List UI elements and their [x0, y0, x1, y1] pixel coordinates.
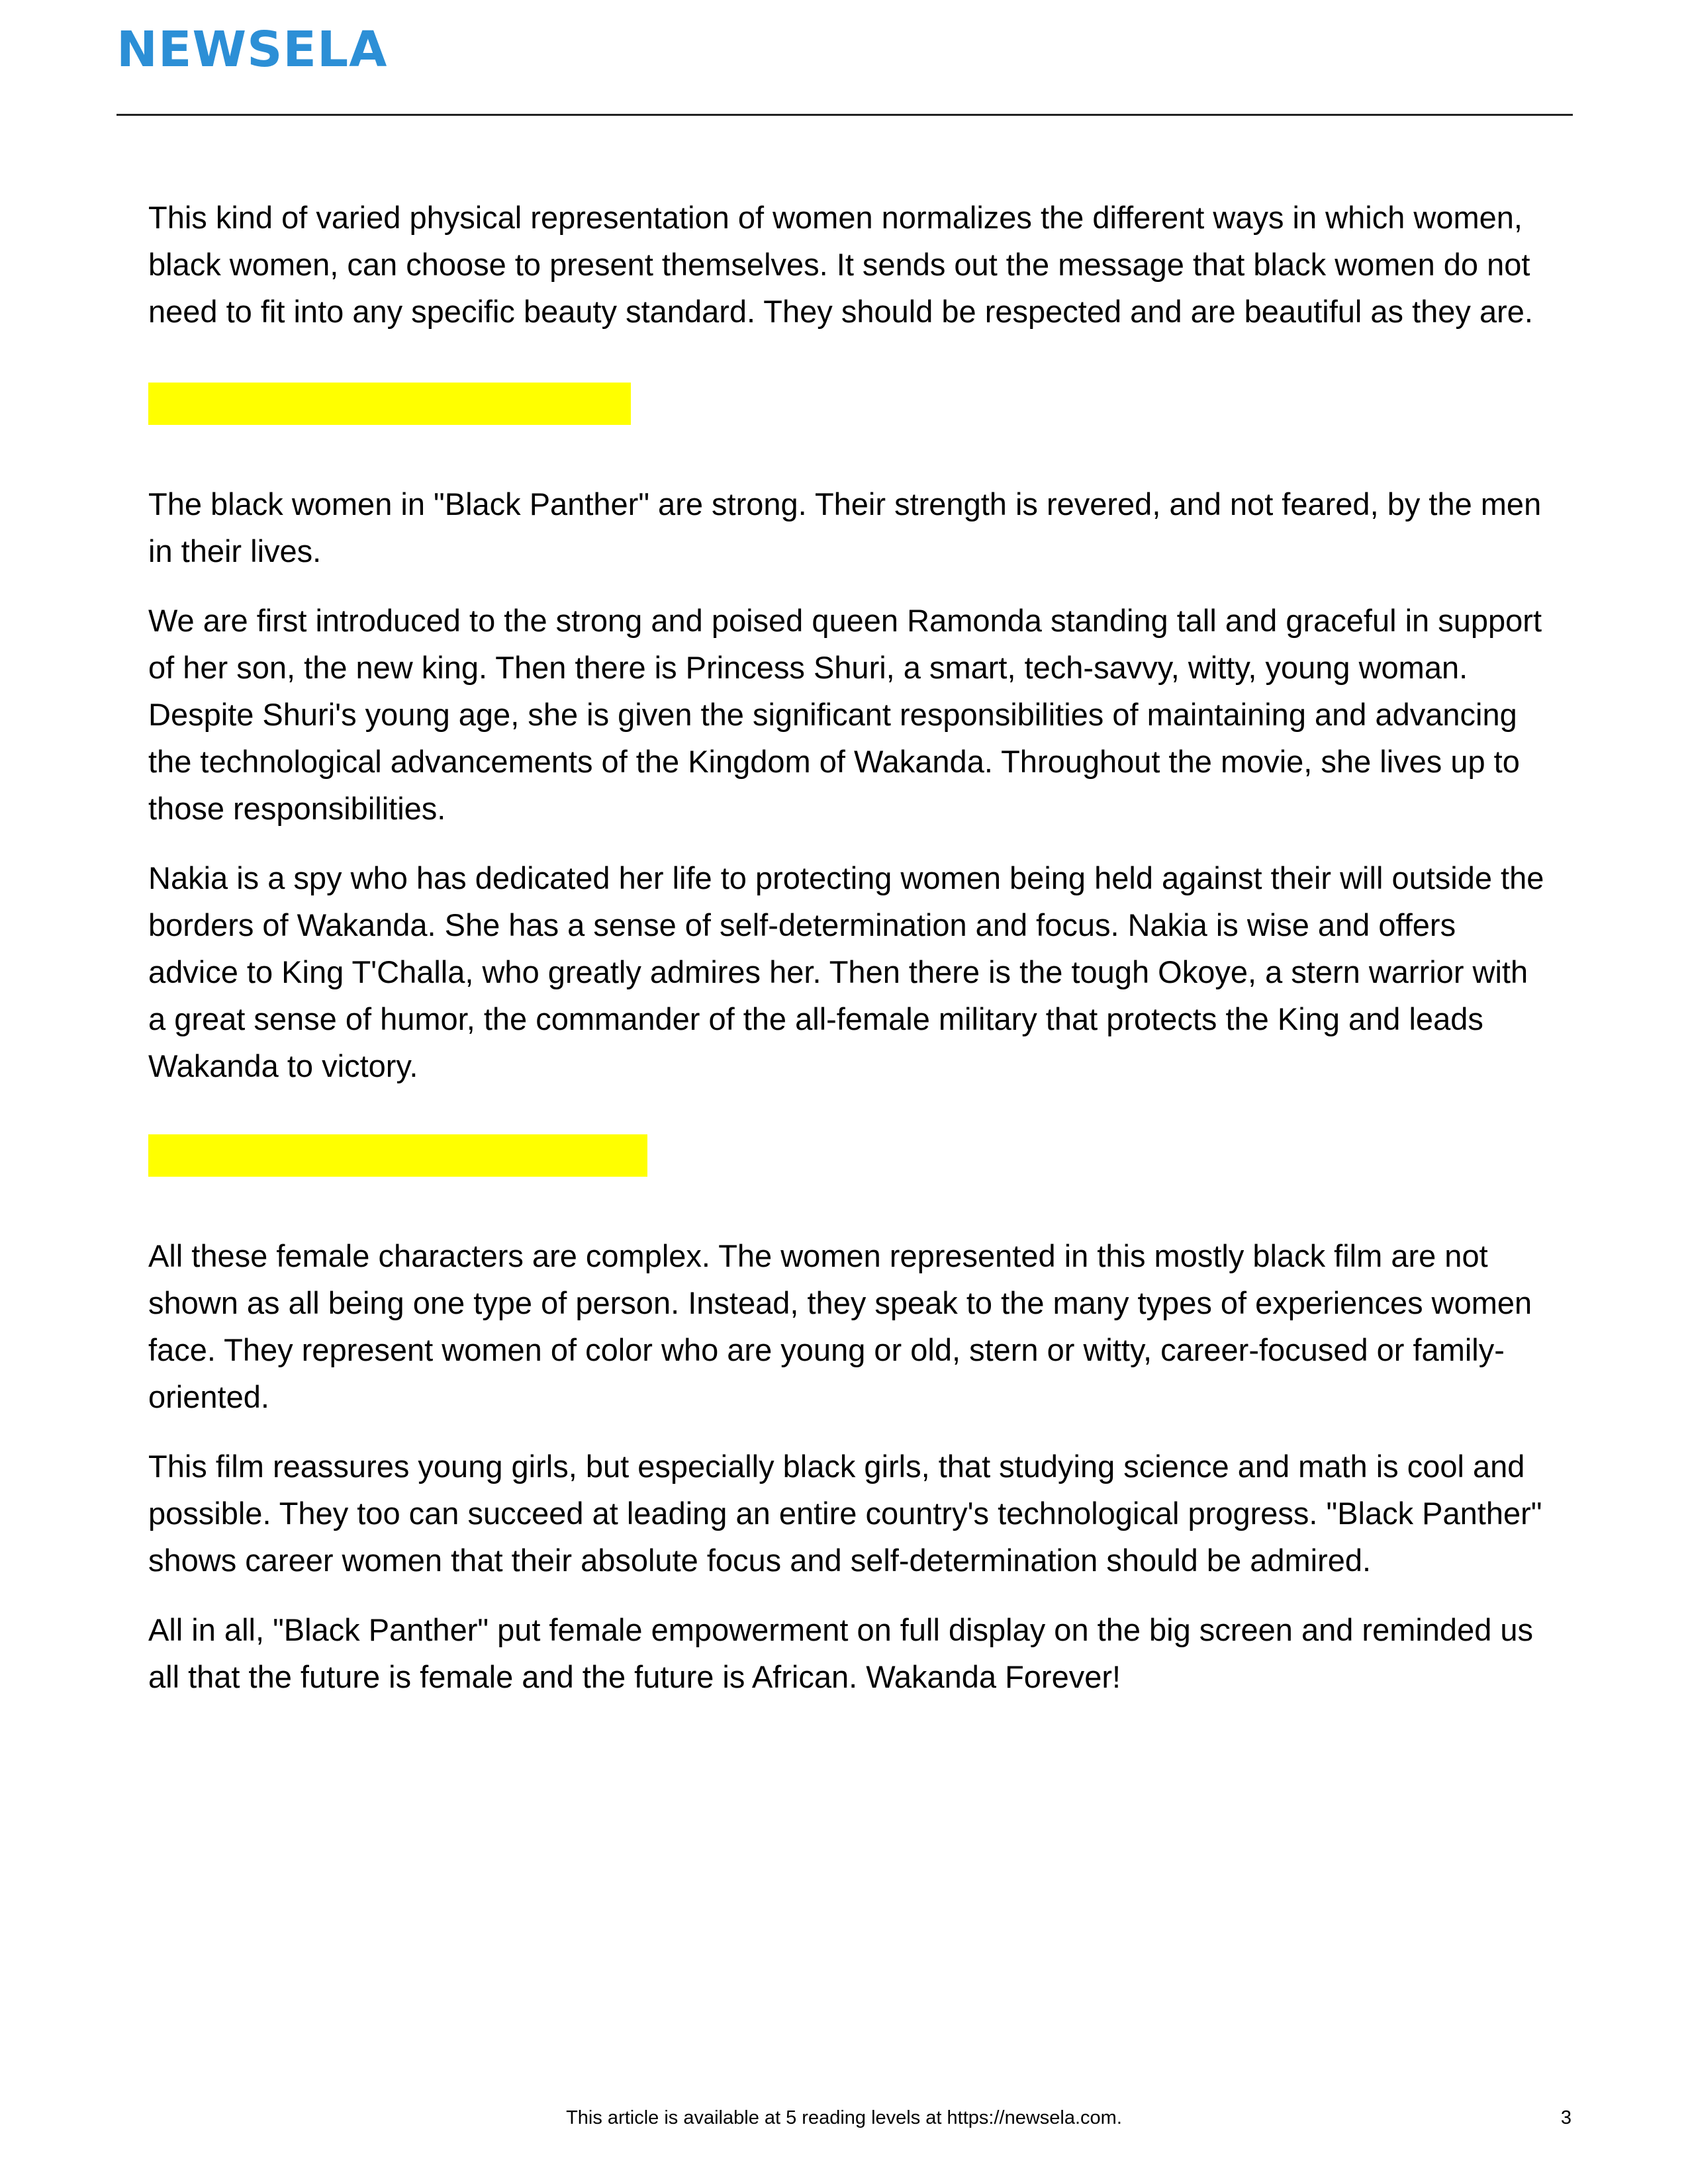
- footer-availability-note: This article is available at 5 reading levels at https://newsela.com.: [566, 2107, 1122, 2128]
- article-paragraph: We are first introduced to the strong and poised queen Ramonda standing tall and graceful in support of her son, the new king. Then there is Princess Shuri, a smart, tech-savvy, witty, young woman. Despite Shuri's young age, she is given the significant responsibilities of maintaining and advancing the technological advancements of the Kingdom of Wakanda. Throughout the movie, she lives up to those responsibilities.: [148, 603, 1542, 826]
- newsela-logo: NEWSELA: [117, 21, 388, 78]
- page-number: 3: [1560, 2107, 1571, 2128]
- article-paragraph: All in all, "Black Panther" put female empowerment on full display on the big screen and reminded us all that the future is female and the future is African. Wakanda Forever!: [148, 1612, 1534, 1694]
- highlighted-heading-block: [148, 383, 631, 425]
- header-divider: [117, 114, 1573, 116]
- article-body: [148, 194, 1552, 1723]
- article-paragraph: This kind of varied physical representation of women normalizes the different ways in which women, black women, can choose to present themselves. It sends out the message that black women do not need to fit into any specific beauty standard. They should be respected and are beautiful as they are.: [148, 200, 1533, 329]
- article-paragraph: All these female characters are complex. The women represented in this mostly black film are not shown as all being one type of person. Instead, they speak to the many types of experiences women face. They represent women of color who are young or old, stern or witty, career-focused or family-oriented.: [148, 1238, 1532, 1414]
- article-paragraph: This film reassures young girls, but especially black girls, that studying science and math is cool and possible. They too can succeed at leading an entire country's technological progress. "Black Panther" shows career women that their absolute focus and self-determination should be admired.: [148, 1449, 1542, 1578]
- highlighted-heading-block: [148, 1134, 647, 1177]
- article-paragraph: The black women in "Black Panther" are strong. Their strength is revered, and not feared, by the men in their lives.: [148, 486, 1542, 569]
- article-paragraph: Nakia is a spy who has dedicated her life to protecting women being held against their will outside the borders of Wakanda. She has a sense of self-determination and focus. Nakia is wise and offers advice to King T'Challa, who greatly admires her. Then there is the tough Okoye, a stern warrior with a great sense of humor, the commander of the all-female military that protects the King and leads Wakanda to victory.: [148, 860, 1544, 1083]
